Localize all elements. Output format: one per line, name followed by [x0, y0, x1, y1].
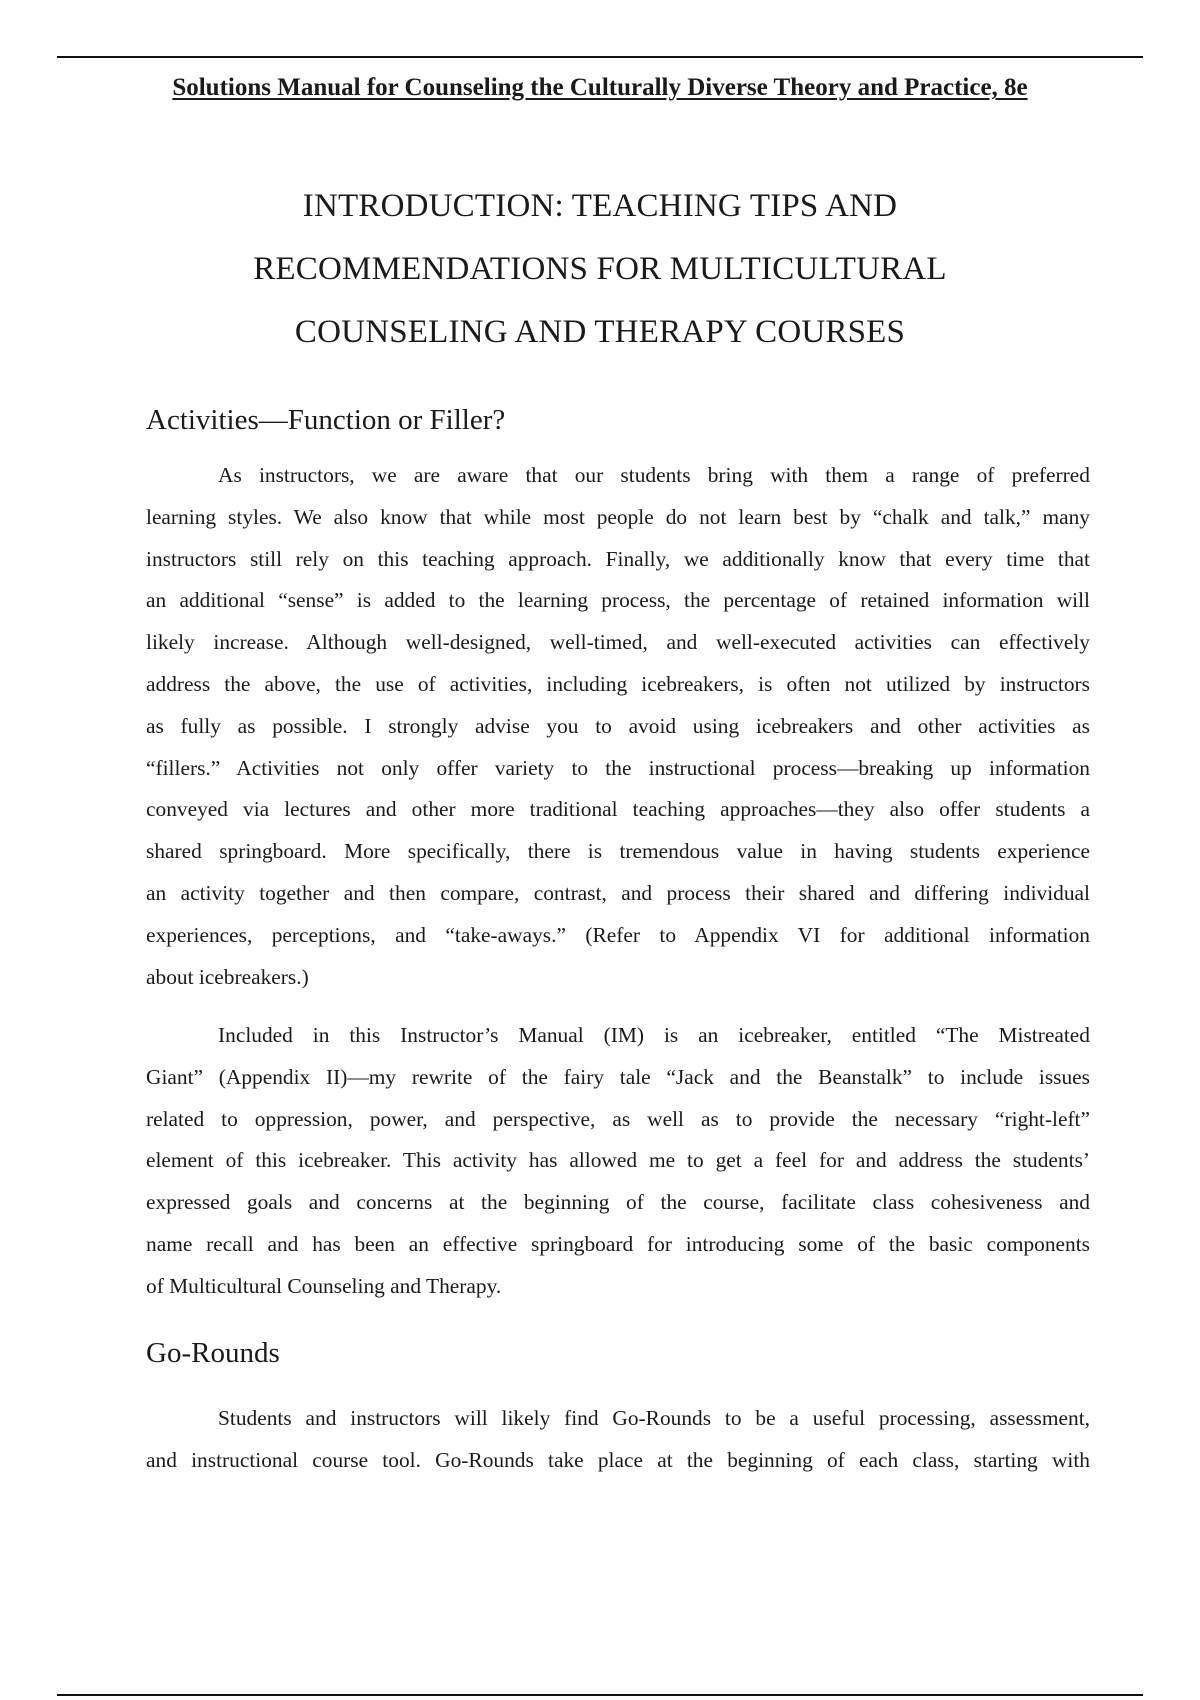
text-line: as fully as possible. I strongly advise you to avoid using icebreakers and other activities as: [146, 713, 1090, 738]
text-line: conveyed via lectures and other more traditional teaching approaches—they also offer students a: [146, 797, 1090, 822]
chapter-title-line: COUNSELING AND THERAPY COURSES: [294, 314, 906, 350]
text-line: and instructional course tool. Go-Rounds take place at the beginning of each class, starting with: [146, 1447, 1090, 1472]
chapter-title-line: INTRODUCTION: TEACHING TIPS AND: [302, 188, 898, 224]
text-line: Giant” (Appendix II)—my rewrite of the fairy tale “Jack and the Beanstalk” to include issues: [146, 1064, 1090, 1089]
text-line: address the above, the use of activities, including icebreakers, is often not utilized by instructors: [146, 671, 1090, 696]
text-line: likely increase. Although well-designed, well-timed, and well-executed activities can effectively: [146, 630, 1090, 655]
paragraph-activities-1: [146, 455, 1090, 998]
text-line: instructors still rely on this teaching approach. Finally, we additionally know that every time that: [146, 546, 1090, 571]
chapter-title: [0, 175, 1200, 364]
text-line: element of this icebreaker. This activity has allowed me to get a feel for and address the students’: [146, 1148, 1090, 1173]
text-line: “fillers.” Activities not only offer variety to the instructional process—breaking up information: [146, 755, 1090, 780]
text-line: of Multicultural Counseling and Therapy.: [146, 1273, 502, 1298]
chapter-title-line: RECOMMENDATIONS FOR MULTICULTURAL: [253, 251, 947, 287]
section-heading-activities: Activities—Function or Filler?: [146, 404, 506, 436]
text-line: As instructors, we are aware that our students bring with them a range of preferred: [218, 463, 1090, 487]
text-line: name recall and has been an effective springboard for introducing some of the basic components: [146, 1231, 1090, 1256]
text-line: experiences, perceptions, and “take-aways.” (Refer to Appendix VI for additional information: [146, 922, 1090, 947]
text-line: expressed goals and concerns at the beginning of the course, facilitate class cohesiveness and: [146, 1190, 1090, 1215]
document-header-title: Solutions Manual for Counseling the Culturally Diverse Theory and Practice, 8e: [172, 74, 1028, 101]
text-line: an additional “sense” is added to the learning process, the percentage of retained information will: [146, 588, 1090, 613]
text-line: Students and instructors will likely find Go-Rounds to be a useful processing, assessment,: [218, 1406, 1090, 1430]
header-rule: [57, 56, 1143, 58]
paragraph-go-rounds-1: [146, 1398, 1090, 1482]
section-heading-go-rounds: Go-Rounds: [146, 1337, 280, 1369]
footer-rule: [57, 1694, 1143, 1696]
text-line: learning styles. We also know that while most people do not learn best by “chalk and talk,” many: [146, 504, 1090, 529]
text-line: related to oppression, power, and perspective, as well as to provide the necessary “right-left”: [146, 1106, 1090, 1131]
text-line: shared springboard. More specifically, there is tremendous value in having students experience: [146, 839, 1090, 864]
text-line: about icebreakers.): [146, 964, 309, 989]
text-line: an activity together and then compare, contrast, and process their shared and differing individual: [146, 880, 1090, 905]
paragraph-activities-2: [146, 1015, 1090, 1308]
text-line: Included in this Instructor’s Manual (IM) is an icebreaker, entitled “The Mistreated: [218, 1023, 1090, 1047]
